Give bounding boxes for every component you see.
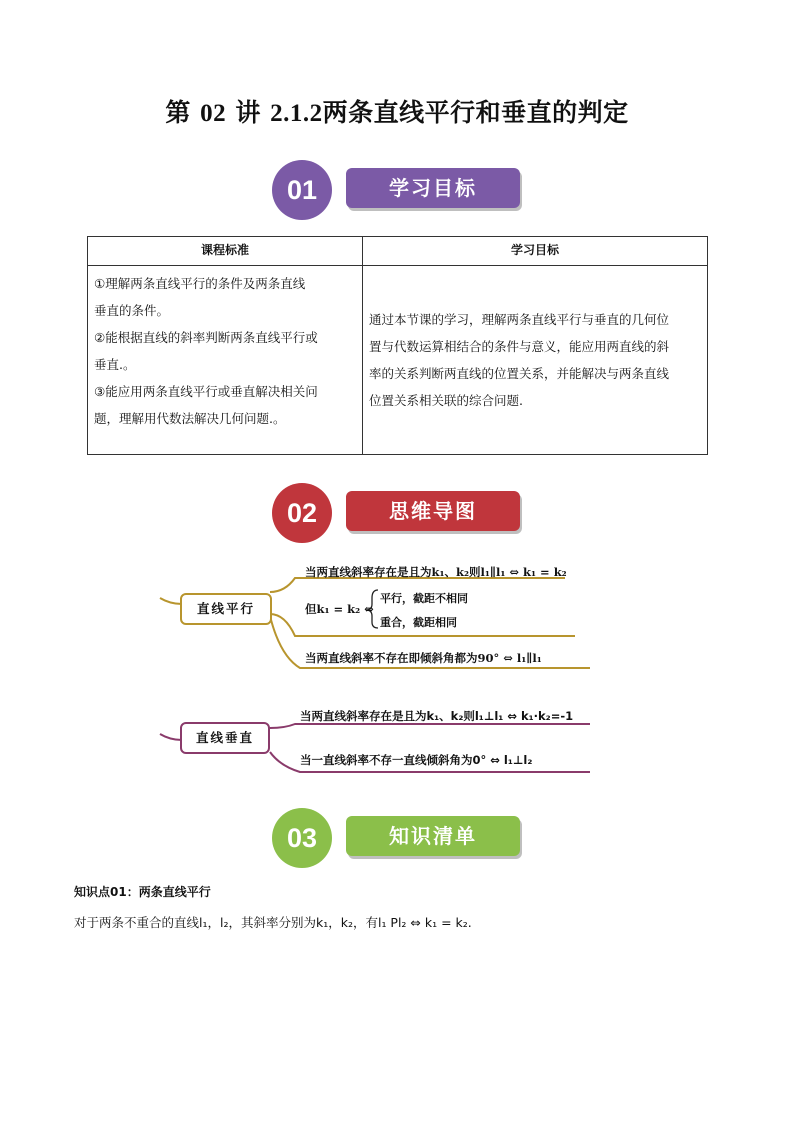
goal-table <box>87 236 708 455</box>
brace-option-parallel: 平行，截距不相同 <box>380 592 468 605</box>
knowledge-point-title: 知识点01：两条直线平行 <box>74 885 211 899</box>
title-section-no: 2.1.2 <box>270 100 323 127</box>
objective-line: 置与代数运算相结合的条件与意义，能应用两直线的斜 <box>369 339 670 354</box>
section-number-badge: 02 <box>272 483 332 543</box>
parallel-condition-3: 当两直线斜率不存在即倾斜角都为90° ⇔ l₁∥l₁ <box>305 651 542 665</box>
table-header-objective: 学习目标 <box>363 237 708 266</box>
objective-line: 通过本节课的学习，理解两条直线平行与垂直的几何位 <box>369 312 670 327</box>
section-label: 知识清单 <box>346 816 520 856</box>
standard-line: ①理解两条直线平行的条件及两条直线 <box>94 276 306 291</box>
objectives-cell <box>363 266 708 455</box>
title-lecture-word: 讲 <box>235 98 261 127</box>
parallel-condition-2-lead: 但k₁ = k₂ ⇔ <box>305 602 374 616</box>
title-prefix: 第 <box>165 98 191 127</box>
parallel-node: 直线平行 <box>180 593 272 625</box>
section-label: 思维导图 <box>346 491 520 531</box>
mind-map <box>150 556 620 786</box>
page-title <box>0 93 794 129</box>
knowledge-point-text: 对于两条不重合的直线l₁，l₂，其斜率分别为k₁，k₂，有l₁ Pl₂ ⇔ k₁ = k₂. <box>74 915 472 930</box>
perp-condition-1: 当两直线斜率存在是且为k₁、k₂则l₁⊥l₁ ⇔ k₁·k₂=-1 <box>300 709 574 723</box>
table-header-standard: 课程标准 <box>88 237 363 266</box>
section-header-02 <box>0 483 794 553</box>
standards-cell <box>88 266 363 455</box>
standard-line: ②能根据直线的斜率判断两条直线平行或 <box>94 330 318 345</box>
standard-line: 垂直.。 <box>94 357 136 372</box>
section-header-03 <box>0 808 794 878</box>
section-number-badge: 01 <box>272 160 332 220</box>
title-text: 两条直线平行和垂直的判定 <box>322 98 629 127</box>
title-lecture-no: 02 <box>200 100 227 127</box>
brace-option-coincide: 重合，截距相同 <box>380 616 457 629</box>
section-label: 学习目标 <box>346 168 520 208</box>
perp-node: 直线垂直 <box>180 722 270 754</box>
parallel-condition-1: 当两直线斜率存在是且为k₁、k₂则l₁∥l₁ ⇔ k₁ = k₂ <box>305 565 567 579</box>
standard-line: 题，理解用代数法解决几何问题.。 <box>94 411 286 426</box>
section-number-badge: 03 <box>272 808 332 868</box>
standard-line: 垂直的条件。 <box>94 303 170 318</box>
standard-line: ③能应用两条直线平行或垂直解决相关问 <box>94 384 318 399</box>
objective-line: 位置关系相关联的综合问题. <box>369 393 523 408</box>
section-header-01 <box>0 160 794 230</box>
perp-condition-2: 当一直线斜率不存一直线倾斜角为0° ⇔ l₁⊥l₂ <box>300 753 533 767</box>
objective-line: 率的关系判断两直线的位置关系，并能解决与两条直线 <box>369 366 670 381</box>
